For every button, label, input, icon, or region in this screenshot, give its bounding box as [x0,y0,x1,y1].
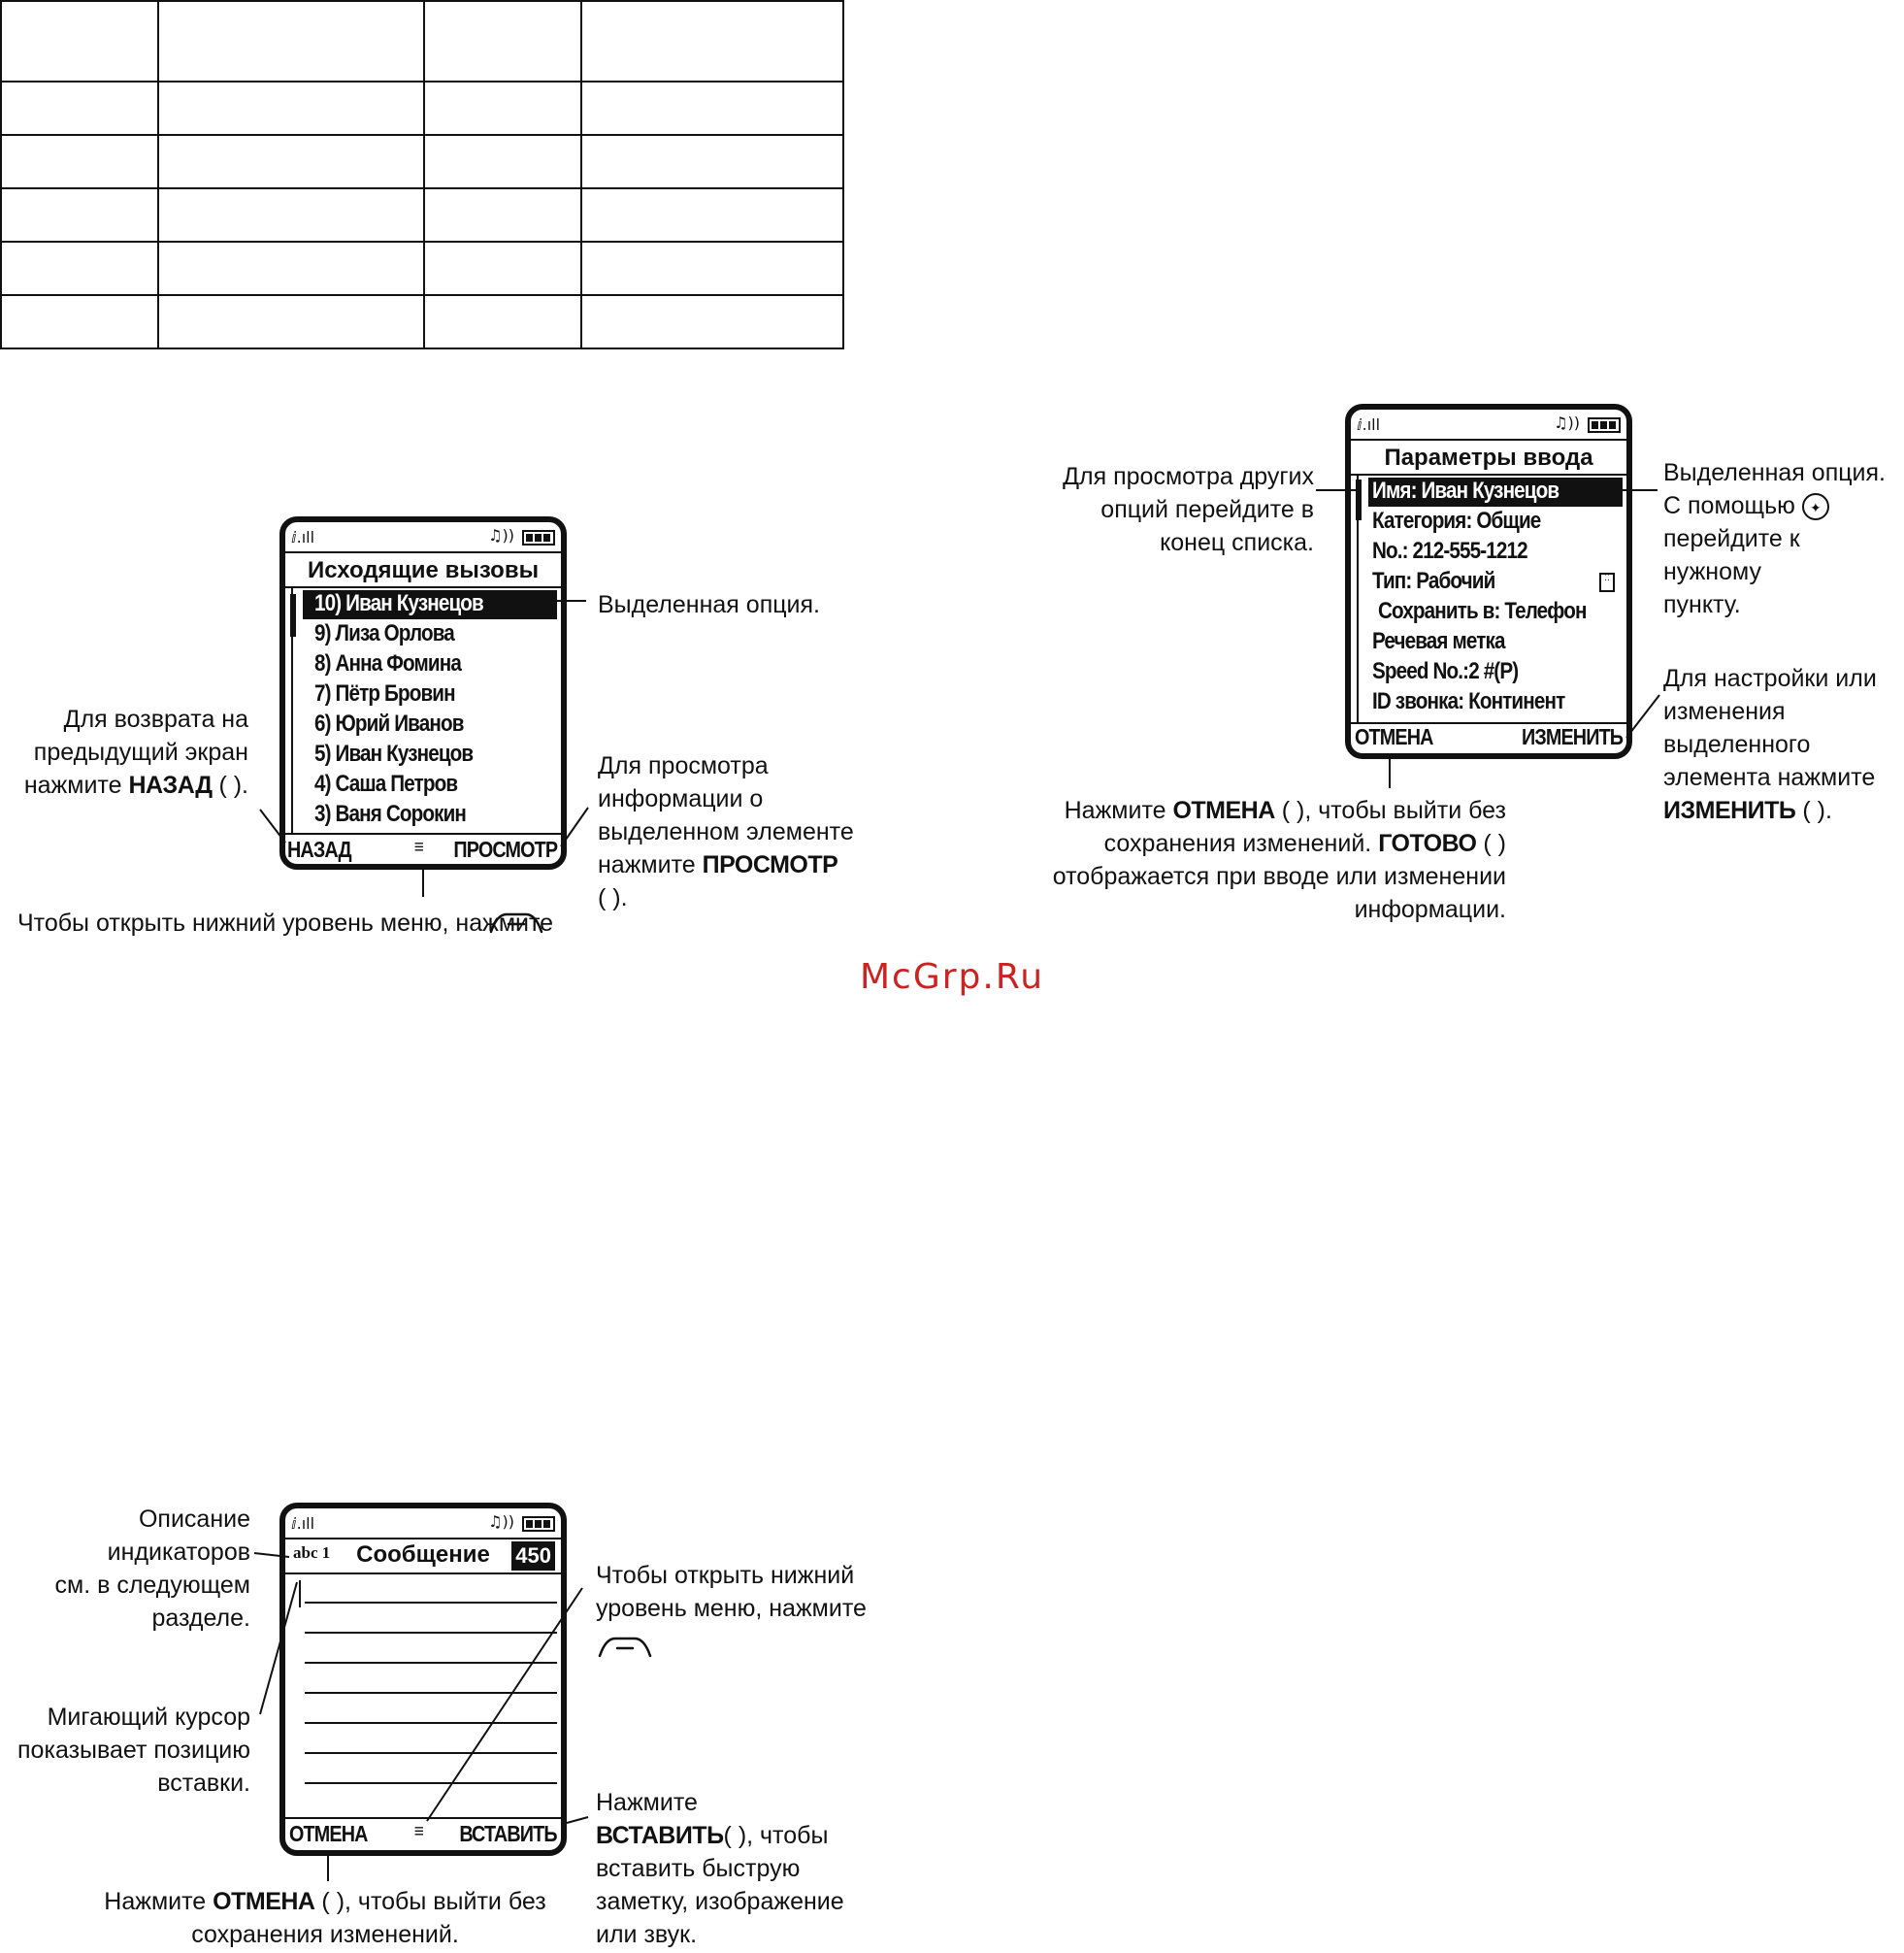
list-item[interactable]: Сохранить в: Телефон [1378,598,1587,624]
note-selected: Выделенная опция. [598,591,821,618]
back-softkey[interactable]: НАЗАД [287,837,351,862]
note-insert: Нажмите ВСТАВИТЬ( ), чтобы вставить быструю заметку, изображение или звук. [596,1789,844,1948]
signal-icon: ⅈ.ıll [291,528,315,546]
screen-title: Сообщение [356,1541,490,1568]
screen-title: Параметры ввода [1384,445,1593,471]
input-mode-indicator: abc 1 [293,1543,331,1562]
menu-icon[interactable]: ≡ [413,1821,423,1842]
list-item[interactable]: Имя: Иван Кузнецов [1372,478,1559,504]
watermark: McGrp.Ru [860,957,1045,997]
change-softkey[interactable]: ИЗМЕНИТЬ [1521,724,1623,749]
view-softkey[interactable]: ПРОСМОТР [453,837,557,862]
list-item[interactable]: 8) Анна Фомина [314,650,461,677]
list-item[interactable]: 9) Лиза Орлова [314,620,454,646]
note-cancel-message: Нажмите ОТМЕНА ( ), чтобы выйти без сохранения изменений. [104,1888,546,1948]
list-item[interactable]: No.: 212-555-1212 [1372,538,1527,564]
character-counter: 450 [511,1541,555,1571]
list-item[interactable]: Категория: Общие [1372,508,1541,534]
note-change: Для настройки или изменения выделенного элемента нажмите ИЗМЕНИТЬ ( ). [1663,665,1877,824]
screen-title: Исходящие вызовы [307,557,540,583]
note-back: Для возврата на предыдущий экран нажмите НАЗАД ( ). [23,706,248,799]
list-item[interactable]: 6) Юрий Иванов [314,711,464,737]
list-item[interactable]: Speed No.:2 #(P) [1372,658,1519,684]
list-item[interactable]: 7) Пётр Бровин [314,680,455,707]
ringer-icon: ♫)) [488,526,514,545]
ringer-icon: ♫)) [1554,414,1580,432]
nav-key-icon: ✦ [1802,493,1829,520]
list-item[interactable]: Речевая метка [1372,628,1505,654]
signal-icon: ⅈ.ıll [1357,415,1381,434]
signal-icon: ⅈ.ıll [291,1514,315,1533]
list-item[interactable]: 10) Иван Кузнецов [314,590,483,616]
note-more-options: Для просмотра других опций перейдите в конец списка. [1063,463,1314,556]
list-item[interactable]: 4) Саша Петров [314,771,458,797]
note-message-menu: Чтобы открыть нижний уровень меню, нажмите [596,1562,867,1622]
note-cursor: Мигающий курсор показывает позицию вставки. [17,1704,250,1797]
list-item[interactable]: 3) Ваня Сорокин [314,801,467,827]
note-selected-option: Выделенная опция. С помощью ✦ перейдите к нужному пункту. [1663,459,1887,618]
list-item[interactable]: ID звонка: Континент [1372,688,1565,714]
ringer-icon: ♫)) [488,1512,514,1531]
note-menu: Чтобы открыть нижний уровень меню, нажмите [17,910,554,937]
cancel-softkey[interactable]: ОТМЕНА [1355,724,1433,749]
insert-softkey[interactable]: ВСТАВИТЬ [459,1821,557,1846]
list-item[interactable]: Тип: Рабочий [1372,568,1495,594]
list-item[interactable]: 5) Иван Кузнецов [314,741,474,767]
note-cancel-entry: Нажмите ОТМЕНА ( ), чтобы выйти без сохранения изменений. ГОТОВО ( ) отображается при вводе или изменении информации. [1052,797,1506,923]
menu-icon[interactable]: ≡ [413,837,423,858]
phone-type-icon: ⁚⁚ [1599,573,1615,592]
note-view: Для просмотра информации о выделенном элементе нажмите ПРОСМОТР ( ). [598,752,854,911]
note-indicators: Описание индикаторов см. в следующем разделе. [54,1506,250,1632]
cancel-softkey[interactable]: ОТМЕНА [289,1821,368,1846]
